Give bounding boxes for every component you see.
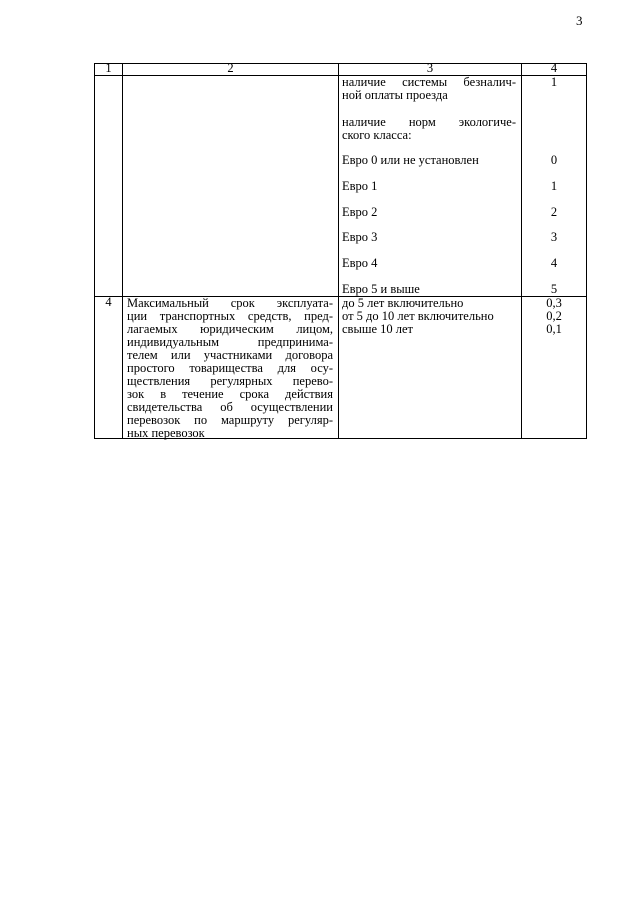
age-score-3: 0,1 — [546, 322, 562, 336]
criterion-line-11: ных перевозок — [127, 426, 205, 440]
euro-score-2: 2 — [550, 205, 558, 219]
euro-score-5: 5 — [550, 282, 558, 296]
age-option-2: от 5 до 10 лет включительно — [342, 309, 494, 323]
euro-class-3: Евро 3 — [342, 230, 378, 244]
criterion-line-5: телем или участниками договора — [127, 348, 333, 362]
euro-class-1: Евро 1 — [342, 179, 378, 193]
euro-class-5: Евро 5 и выше — [342, 282, 420, 296]
cashless-line-2: ной оплаты проезда — [342, 88, 448, 102]
age-option-1: до 5 лет включительно — [342, 296, 464, 310]
cashless-line-1: наличие системы безналич- — [342, 75, 516, 89]
column-divider-1 — [122, 63, 123, 439]
age-option-3: свыше 10 лет — [342, 322, 414, 336]
eco-line-1: наличие норм экологиче- — [342, 115, 516, 129]
euro-score-1: 1 — [550, 179, 558, 193]
cashless-score: 1 — [550, 75, 558, 89]
header-col-1: 1 — [105, 61, 112, 75]
header-col-2: 2 — [227, 61, 234, 75]
criterion-line-1: Максимальный срок эксплуата- — [127, 296, 333, 310]
header-col-3: 3 — [426, 61, 434, 75]
euro-class-0: Евро 0 или не установлен — [342, 153, 479, 167]
criteria-table — [94, 63, 587, 439]
column-divider-3 — [521, 63, 522, 439]
column-divider-2 — [338, 63, 339, 439]
header-col-4: 4 — [550, 61, 558, 75]
age-score-1: 0,3 — [546, 296, 562, 310]
criterion-line-8: зок в течение срока действия — [127, 387, 333, 401]
age-score-2: 0,2 — [546, 309, 562, 323]
row-number: 4 — [105, 295, 112, 309]
criterion-line-7: ществления регулярных перево- — [127, 374, 333, 388]
table-border-left — [94, 63, 95, 439]
euro-score-4: 4 — [550, 256, 558, 270]
criterion-line-6: простого товарищества для осу- — [127, 361, 333, 375]
euro-class-4: Евро 4 — [342, 256, 378, 270]
eco-line-2: ского класса: — [342, 128, 412, 142]
criterion-line-2: ции транспортных средств, пред- — [127, 309, 333, 323]
criterion-line-4: индивидуальным предпринима- — [127, 335, 333, 349]
criterion-line-9: свидетельства об осуществлении — [127, 400, 333, 414]
page-number: 3 — [576, 13, 583, 28]
euro-score-3: 3 — [550, 230, 558, 244]
criterion-line-3: лагаемых юридическим лицом, — [127, 322, 333, 336]
criterion-line-10: перевозок по маршруту регуляр- — [127, 413, 333, 427]
table-border-right — [586, 63, 587, 439]
euro-score-0: 0 — [550, 153, 558, 167]
euro-class-2: Евро 2 — [342, 205, 378, 219]
